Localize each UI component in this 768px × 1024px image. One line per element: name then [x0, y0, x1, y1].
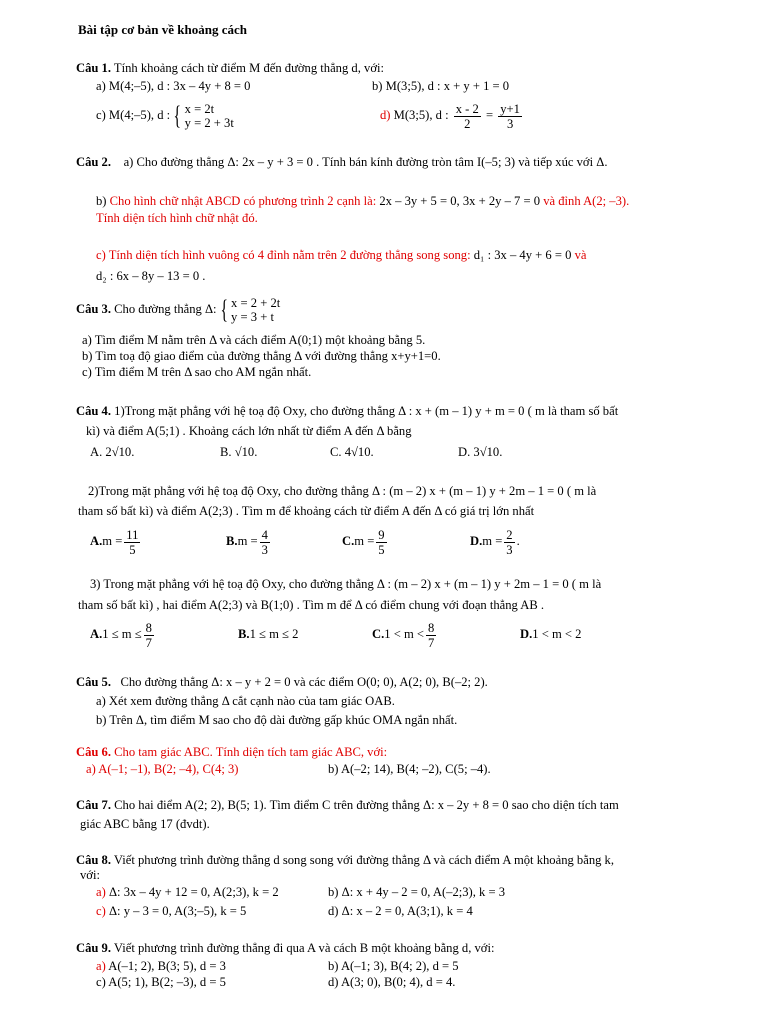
q2-part-a: a) Cho đường thẳng Δ: 2x – y + 3 = 0 . Tính bán kính đường tròn tâm I(–5; 3) và tiếp xúc với Δ.: [123, 155, 608, 169]
option-letter: A.: [90, 627, 103, 641]
q2-part-c-text: c) Tính diện tích hình vuông có 4 đỉnh nằm trên 2 đường thẳng song song:: [96, 248, 471, 262]
option-text: Δ: 3x – 4y + 12 = 0, A(2;3), k = 2: [108, 885, 279, 899]
q2-part-c-and: và: [574, 248, 587, 262]
q9-text: Viết phương trình đường thẳng đi qua A và cách B một khoảng bằng d, với:: [113, 941, 495, 955]
option-text: Δ: y – 3 = 0, A(3;–5), k = 5: [108, 904, 247, 918]
q1-system-line-1: x = 2t: [184, 102, 215, 117]
option-letter: D.: [520, 627, 533, 641]
option-suffix: .: [516, 534, 520, 548]
q1-option-d-text: M(3;5), d :: [393, 108, 449, 122]
q5-part-b: b) Trên Δ, tìm điểm M sao cho độ dài đường gấp khúc OMA ngắn nhất.: [96, 713, 458, 727]
q6-part-b: b) A(–2; 14), B(4; –2), C(5; –4).: [328, 762, 491, 776]
q8-option-b: [328, 884, 505, 900]
option-text: Δ: x – 2 = 0, A(3;1), k = 4: [341, 904, 473, 918]
question-7-head: Câu 7.: [76, 798, 111, 812]
q9-option-d: d) A(3; 0), B(0; 4), d = 4.: [328, 975, 456, 989]
q3-system: [231, 296, 280, 324]
q2-part-c-line-1: [96, 247, 586, 263]
fraction-num: 9: [378, 527, 385, 542]
option-letter: D.: [470, 534, 483, 548]
option-letter: C.: [372, 627, 385, 641]
q4-part-1-line-2: kì) và điểm A(5;1) . Khoảng cách lớn nhất từ điểm A đến Δ bằng: [86, 424, 412, 438]
q1-fraction-2-den: 3: [506, 116, 514, 131]
q2-part-c-d1: d₁ : 3x – 4y + 6 = 0: [473, 248, 572, 262]
fraction-num: 8: [145, 620, 152, 635]
option-label: a): [96, 885, 106, 899]
page-title: Bài tập cơ bản về khoảng cách: [78, 22, 247, 37]
option-fraction: [144, 621, 154, 650]
q1-system-line-2: y = 2 + 3t: [184, 116, 234, 131]
q5-part-a: a) Xét xem đường thẳng Δ cắt cạnh nào của tam giác OAB.: [96, 694, 395, 708]
q8-option-a: [96, 884, 279, 900]
fraction-num: 4: [261, 527, 268, 542]
option-text: 1 ≤ m ≤: [102, 627, 142, 641]
q7-line-2: giác ABC bằng 17 (đvdt).: [80, 817, 210, 831]
question-5-head: Câu 5.: [76, 675, 111, 689]
q2-part-b-line-2: Tính diện tích hình chữ nhật đó.: [96, 211, 258, 225]
option-letter: C.: [342, 534, 355, 548]
q4-3-option-d: [520, 617, 581, 651]
q8-option-d: [328, 903, 473, 919]
q4-part-2-line-2: tham số bất kì) và điểm A(2;3) . Tìm m để khoảng cách từ điểm A đến Δ có giá trị lớn nhất: [78, 504, 535, 518]
option-letter: B.: [238, 627, 250, 641]
option-letter: A.: [90, 534, 103, 548]
q8-line-1: Viết phương trình đường thẳng d song song với đường thẳng Δ và cách điểm A một khoảng bằng k,: [113, 853, 615, 867]
q6-text: Cho tam giác ABC. Tính diện tích tam giác ABC, với:: [114, 745, 388, 759]
q1-fraction-1-den: 2: [464, 116, 471, 131]
q4-3-option-c: [372, 617, 438, 651]
option-fraction: [260, 528, 270, 557]
q1-option-c-label: c) M(4;–5), d :: [96, 108, 171, 122]
option-text: m =: [237, 534, 258, 548]
q4-1-option-a: A. 2√10.: [90, 445, 135, 459]
fraction-num: 8: [428, 620, 435, 635]
question-1: [76, 60, 384, 76]
question-2-head: Câu 2.: [76, 155, 111, 169]
q1-fraction-1: [454, 102, 481, 131]
option-text: 1 < m <: [384, 627, 424, 641]
question-3: [76, 292, 280, 326]
q6-part-a: a) A(–1; –1), B(2; –4), C(4; 3): [86, 762, 239, 776]
q1-option-d: [380, 98, 524, 132]
q4-part-3-line-1: 3) Trong mặt phẳng với hệ toạ độ Oxy, cho đường thẳng Δ : (m – 2) x + (m – 1) y + 2m – 1 = 0 ( m là: [90, 577, 602, 591]
q4-part-1-line-1: 1)Trong mặt phẳng với hệ toạ độ Oxy, cho đường thẳng Δ : x + (m – 1) y + m = 0 ( m là tham số bất: [114, 404, 619, 418]
option-label: d): [328, 904, 339, 918]
option-text: m =: [482, 534, 503, 548]
q4-1-option-b: B. √10.: [220, 445, 258, 459]
q4-1-option-d: D. 3√10.: [458, 445, 503, 459]
q4-part-3-line-2: tham số bất kì) , hai điểm A(2;3) và B(1;0) . Tìm m để Δ có điểm chung với đoạn thẳng AB .: [78, 598, 545, 612]
q9-option-a: [96, 958, 226, 974]
q3-part-a: a) Tìm điểm M nằm trên Δ và cách điểm A(0;1) một khoảng bằng 5.: [82, 333, 426, 347]
q9-option-b: b) A(–1; 3), B(4; 2), d = 5: [328, 959, 459, 973]
question-8: [76, 852, 614, 868]
q3-part-c: c) Tìm điểm M trên Δ sao cho AM ngắn nhất.: [82, 365, 312, 379]
q1-option-a: a) M(4;–5), d : 3x – 4y + 8 = 0: [96, 79, 251, 93]
q4-3-option-a: [90, 617, 156, 651]
brace-icon: {: [220, 295, 228, 325]
q2-part-b-line-1: [96, 193, 629, 209]
q4-2-option-d: [470, 524, 520, 558]
option-text: m =: [102, 534, 123, 548]
question-9-head: Câu 9.: [76, 941, 111, 955]
q4-1-option-c: C. 4√10.: [330, 445, 374, 459]
q8-line-2: với:: [80, 868, 100, 882]
q4-2-option-a: [90, 524, 142, 558]
q4-2-option-c: [342, 524, 389, 558]
fraction-den: 7: [145, 635, 152, 650]
q2-part-b-text: Cho hình chữ nhật ABCD có phương trình 2 cạnh là:: [109, 194, 377, 208]
question-4-head: Câu 4.: [76, 404, 111, 418]
q1-equals: =: [485, 108, 494, 122]
q1-option-d-label: d): [380, 108, 391, 122]
option-label: a): [96, 959, 106, 973]
q5-text: Cho đường thẳng Δ: x – y + 2 = 0 và các điểm O(0; 0), A(2; 0), B(–2; 2).: [120, 675, 488, 689]
fraction-den: 3: [261, 542, 268, 557]
q1-system: [185, 102, 234, 130]
option-text: Δ: x + 4y – 2 = 0, A(–2;3), k = 3: [341, 885, 506, 899]
fraction-num: 11: [126, 527, 139, 542]
q2-part-b-label: b): [96, 194, 107, 208]
option-fraction: [376, 528, 386, 557]
q2-part-b-equations: 2x – 3y + 5 = 0, 3x + 2y – 7 = 0: [379, 194, 541, 208]
option-text: m =: [354, 534, 375, 548]
option-text: A(–1; 2), B(3; 5), d = 3: [108, 959, 226, 973]
option-label: c): [96, 904, 106, 918]
question-7: [76, 797, 619, 813]
fraction-den: 3: [506, 542, 513, 557]
fraction-den: 7: [428, 635, 435, 650]
fraction-den: 5: [129, 542, 136, 557]
fraction-den: 5: [378, 542, 385, 557]
option-text: 1 ≤ m ≤ 2: [249, 627, 299, 641]
option-fraction: [504, 528, 514, 557]
q3-system-line-1: x = 2 + 2t: [231, 296, 281, 311]
q2-part-c-line-2: d₂ : 6x – 8y – 13 = 0 .: [96, 269, 206, 283]
question-9: [76, 940, 494, 956]
question-6: [76, 744, 387, 760]
question-3-head: Câu 3.: [76, 302, 111, 316]
q8-option-c: [96, 903, 246, 919]
q7-line-1: Cho hai điểm A(2; 2), B(5; 1). Tìm điểm C trên đường thẳng Δ: x – 2y + 8 = 0 sao cho diện tích tam: [114, 798, 619, 812]
question-1-text: Tính khoảng cách từ điểm M đến đường thẳng d, với:: [113, 61, 384, 75]
question-2: [76, 154, 607, 170]
q2-part-b-vertex: và đỉnh A(2; –3).: [543, 194, 630, 208]
option-fraction: [124, 528, 140, 557]
q3-part-b: b) Tìm toạ độ giao điểm của đường thẳng Δ với đường thẳng x+y+1=0.: [82, 349, 441, 363]
q4-2-option-b: [226, 524, 272, 558]
question-4: [76, 403, 618, 419]
question-1-head: Câu 1.: [76, 61, 111, 75]
q1-fraction-2: [498, 102, 522, 131]
q1-fraction-2-num: y+1: [500, 101, 520, 116]
option-text: 1 < m < 2: [532, 627, 582, 641]
question-5: [76, 674, 488, 690]
q1-option-b: b) M(3;5), d : x + y + 1 = 0: [372, 79, 510, 93]
q3-text: Cho đường thẳng Δ:: [114, 302, 217, 316]
q3-system-line-2: y = 3 + t: [231, 310, 274, 325]
fraction-num: 2: [506, 527, 513, 542]
q4-3-option-b: [238, 617, 298, 651]
q4-part-2-line-1: 2)Trong mặt phẳng với hệ toạ độ Oxy, cho đường thẳng Δ : (m – 2) x + (m – 1) y + 2m – 1 = 0 ( m là: [88, 484, 597, 498]
q1-option-c: [96, 98, 234, 132]
option-fraction: [426, 621, 436, 650]
q1-fraction-1-num: x - 2: [455, 101, 479, 116]
brace-icon: {: [173, 101, 182, 131]
question-6-head: Câu 6.: [76, 745, 111, 759]
option-label: b): [328, 885, 339, 899]
q9-option-c: c) A(5; 1), B(2; –3), d = 5: [96, 975, 226, 989]
option-letter: B.: [226, 534, 238, 548]
question-8-head: Câu 8.: [76, 853, 111, 867]
